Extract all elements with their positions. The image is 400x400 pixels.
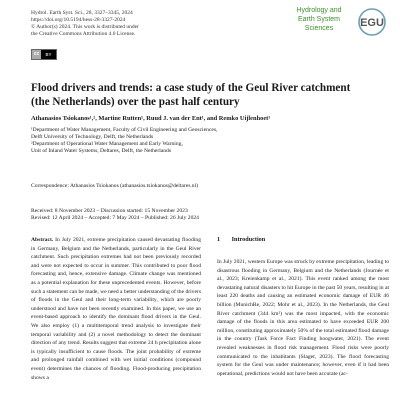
affiliations bbox=[31, 127, 371, 155]
received-line: Received: 8 November 2023 – Discussion started: 15 November 2023 bbox=[31, 208, 188, 214]
affiliation-line: Unit of Inland Water Systems, Deltares, Delft, the Netherlands bbox=[31, 148, 172, 154]
journal-name-line: Earth System bbox=[297, 16, 340, 23]
journal-logo bbox=[286, 6, 352, 33]
doi-link[interactable]: https://doi.org/10.5194/hess-28-3327-2024 bbox=[31, 17, 126, 23]
egu-logo-icon bbox=[352, 6, 392, 40]
journal-name-line: Sciences bbox=[304, 25, 334, 32]
abstract bbox=[31, 236, 201, 382]
section-heading bbox=[217, 236, 265, 243]
affiliation-line: ¹Department of Water Management, Faculty of Civil Engineering and Geosciences, bbox=[31, 127, 218, 133]
correspondence: Correspondence: Athanasios Tsiokanos (athanasios.tsiokanos@deltares.nl) bbox=[31, 183, 198, 189]
journal-name-line: Hydrology and bbox=[296, 7, 342, 14]
egu-logo-text: EGU bbox=[360, 17, 384, 29]
article-metadata bbox=[31, 10, 139, 38]
publication-dates bbox=[31, 208, 199, 222]
abstract-label: Abstract. bbox=[31, 237, 54, 243]
revised-line: Revised: 12 April 2024 – Accepted: 7 May 2024 – Published: 26 July 2024 bbox=[31, 215, 199, 221]
license-line: the Creative Commons Attribution 4.0 License. bbox=[31, 31, 136, 37]
introduction-text: In July 2021, western Europe was struck by extreme precipitation, leading to disastrous flooding in Germany, Belgium and the Netherlands (Journée et al., 2023; Kreienkamp et al., 2021). This event ranked among the most devastating natural disasters to hit Europe in the past 50 years, resulting in at least 220 deaths and causing an estimated economic damage of EUR 46 billion (MunichRe, 2022; Mohr et al., 2023). In the Netherlands, the Geul River catchment (344 km²) was the most impacted, with the economic damage of the floods in this area estimated to have exceeded EUR 200 million, constituting approximately 50% of the total estimated flood damage in the country (Task Force Fact Finding hoogwater, 2021). The event revealed weaknesses in flood risk management. Flood risks were poorly communicated to the inhabitants (Slager, 2023). The flood forecasting system for the Geul was under maintenance; however, even if it had been operational, predictions would not have been accurate (ac- bbox=[217, 259, 389, 377]
author-list: Athanasios Tsiokanos¹,², Martine Rutten¹, Ruud J. van der Ent¹, and Remko Uijlenhoet¹ bbox=[31, 115, 271, 122]
cc-license-badge[interactable] bbox=[31, 49, 57, 60]
affiliation-line: Delft University of Technology, Delft, the Netherlands bbox=[31, 134, 154, 140]
paper-title: Flood drivers and trends: a case study of the Geul River catchment (the Netherlands) over the past half century bbox=[31, 82, 351, 108]
journal-citation: Hydrol. Earth Syst. Sci., 28, 3327–3345, 2024 bbox=[31, 10, 133, 16]
abstract-text: In July 2021, extreme precipitation caused devastating flooding in Germany, Belgium and the Netherlands, particularly in the Geul River catchment. Such precipitation extremes had not been previously recorded and were not expected to occur in summer. This contributed to poor flood forecasting and, hence, extensive damage. Climate change was mentioned as a potential explanation for these unprecedented events. However, before such a statement can be made, we need a better understanding of the drivers of floods in the Geul and their long-term variability, which are poorly understood and have not been recently examined. In this paper, we use an event-based approach to identify the dominant flood drivers in the Geul. We also employ (1) a multitemporal trend analysis to investigate their temporal variability and (2) a novel methodology to detect the dominant direction of any trend. Results suggest that extreme 24 h precipitation alone is typically insufficient to cause floods. The joint probability of extreme and prolonged rainfall combined with wet initial conditions (compound event) determines the chances of flooding. Flood-producing precipitation shows a bbox=[31, 237, 201, 381]
copyright-line: © Author(s) 2024. This work is distributed under bbox=[31, 24, 139, 30]
section-number: 1 bbox=[217, 236, 221, 243]
section-title: Introduction bbox=[231, 236, 266, 243]
cc-icon: cc bbox=[33, 51, 40, 57]
affiliation-line: ²Department of Operational Water Management and Early Warning, bbox=[31, 141, 183, 147]
by-icon: BY bbox=[41, 50, 56, 59]
